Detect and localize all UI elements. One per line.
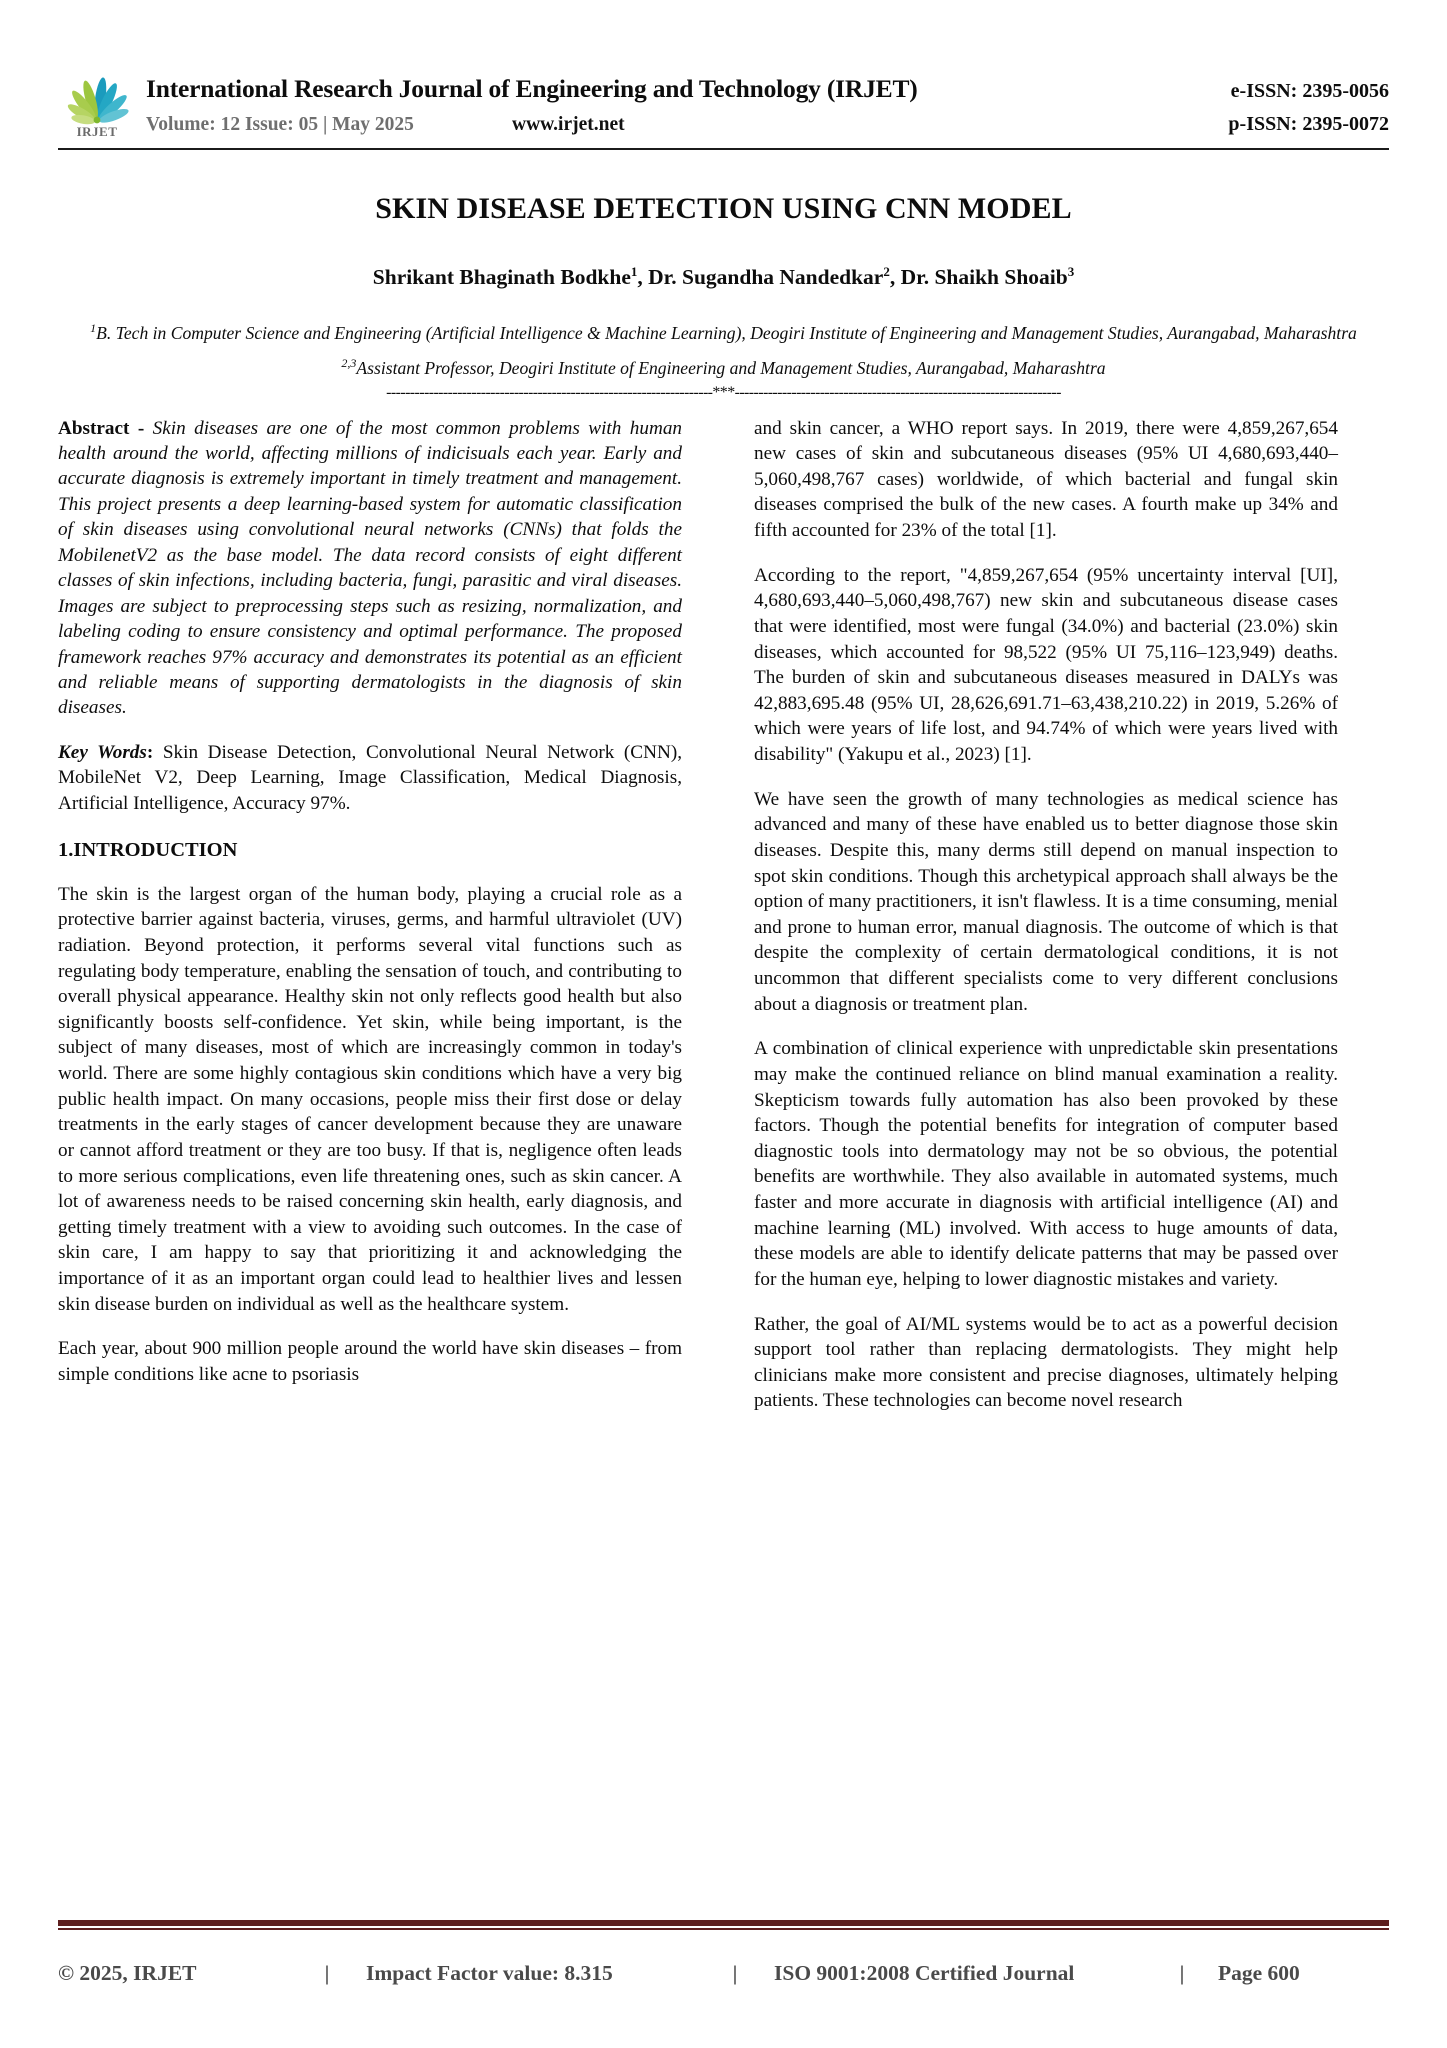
right-paragraph-3: We have seen the growth of many technologies as medical science has advanced and many of these have enabled us to better diagnose those skin diseases. Despite this, many derms still depend on manual inspection to spot skin conditions. Though this archetypical approach shall always be the option of many practitioners, it isn't flawless. It is a time consuming, menial and prone to human error, manual diagnosis. The outcome of which is that despite the complexity of certain dermatological conditions, it is not uncommon that different specialists come to very different conclusions about a diagnosis or treatment plan. (754, 788, 1338, 1015)
footer-separator-3: | (1179, 1961, 1185, 1985)
affiliation-2-text: Assistant Professor, Deogiri Institute of Engineering and Management Studies, Aurangabad, Maharashtra (356, 357, 1106, 378)
keywords-text: Skin Disease Detection, Convolutional Neural Network (CNN), MobileNet V2, Deep Learning, Image Classification, Medical Diagnosis, Artificial Intelligence, Accuracy 97%. (58, 741, 683, 815)
right-column (698, 416, 1338, 1921)
footer-rule-thin (58, 1928, 1389, 1930)
keywords-colon: : (146, 741, 163, 763)
author-list (58, 264, 1389, 290)
introduction-heading: 1.INTRODUCTION (58, 838, 238, 861)
footer-separator-1: | (324, 1961, 330, 1985)
affiliation-2 (58, 355, 1389, 381)
affiliation-1 (58, 320, 1389, 346)
intro-paragraph-1: The skin is the largest organ of the human body, playing a crucial role as a protective barrier against bacteria, viruses, germs, and harmful ultraviolet (UV) radiation. Beyond protection, it performs several vital functions such as regulating body temperature, enabling the sensation of touch, and contributing to overall physical appearance. Healthy skin not only reflects good health but also significantly boosts self-confidence. Yet skin, while being important, is the subject of many diseases, most of which are increasingly common in today's world. There are some highly contagious skin conditions which have a very big public health impact. On many occasions, people miss their first dose or delay treatments in the early stages of cancer development because they are unaware or cannot afford treatment or they are too busy. If that is, negligence often leads to more serious complications, even life threatening ones, such as skin cancer. A lot of awareness needs to be raised concerning skin health, early diagnosis, and getting timely treatment with a view to avoiding such outcomes. In the case of skin care, I am happy to say that prioritizing it and acknowledging the importance of it as an important organ could lead to healthier lives and lessen skin disease burden on individual as well as the healthcare system. (58, 883, 682, 1315)
page-footer (58, 1961, 1389, 1986)
author-2-sup: 2 (883, 264, 890, 279)
footer-impact-factor: Impact Factor value: 8.315 (366, 1961, 613, 1985)
abstract-label: Abstract (58, 417, 130, 439)
author-3: , Dr. Shaikh Shoaib (889, 265, 1068, 290)
keywords-paragraph (58, 740, 682, 817)
journal-title: International Research Journal of Engineering and Technology (IRJET) (146, 74, 918, 103)
author-1: Shrikant Bhaginath Bodkhe (372, 265, 631, 290)
author-2: , Dr. Sugandha Nandedkar (637, 265, 884, 290)
section-divider: ---------------------------------------------------------------------***--------------------------------------------------------------------- (386, 384, 1061, 401)
right-paragraph-1: and skin cancer, a WHO report says. In 2019, there were 4,859,267,654 new cases of skin and subcutaneous diseases (95% UI 4,680,693,440–5,060,498,767 cases) worldwide, of which bacterial and fungal skin diseases comprised the bulk of the new cases. A fourth make up 34% and fifth accounted for 23% of the total [1]. (754, 417, 1338, 542)
p-issn: p-ISSN: 2395-0072 (1228, 113, 1389, 135)
author-3-sup: 3 (1067, 264, 1075, 279)
volume-issue: Volume: 12 Issue: 05 | May 2025 (146, 114, 414, 135)
irjet-logo (58, 60, 136, 140)
footer-page-number: Page 600 (1218, 1961, 1300, 1985)
affiliation-2-sup: 2,3 (341, 355, 357, 370)
journal-website[interactable]: www.irjet.net (512, 114, 625, 135)
footer-divider (58, 1920, 1389, 1930)
footer-copyright: © 2025, IRJET (58, 1961, 197, 1985)
logo-wordmark: IRJET (76, 124, 118, 139)
paper-title: SKIN DISEASE DETECTION USING CNN MODEL (375, 192, 1072, 225)
e-issn: e-ISSN: 2395-0056 (1230, 80, 1389, 102)
author-1-sup: 1 (630, 264, 638, 279)
abstract-paragraph (58, 416, 682, 721)
affiliation-1-text: B. Tech in Computer Science and Engineering (Artificial Intelligence & Machine Learning), Deogiri Institute of Engineering and Management Studies, Aurangabad, Maharashtra (96, 323, 1357, 344)
affiliation-1-sup: 1 (90, 321, 97, 336)
keywords-label: Key Words (58, 741, 147, 763)
footer-separator-2: | (732, 1961, 738, 1985)
footer-iso-certification: ISO 9001:2008 Certified Journal (774, 1961, 1075, 1985)
intro-paragraph-2: Each year, about 900 million people around the world have skin diseases – from simple conditions like acne to psoriasis (58, 1338, 682, 1385)
two-column-body (58, 416, 1389, 1921)
masthead-text (136, 60, 1389, 136)
left-column (58, 416, 698, 1921)
right-paragraph-2: According to the report, "4,859,267,654 (95% uncertainty interval [UI], 4,680,693,440–5,060,498,767) new skin and subcutaneous disease cases that were identified, most were fungal (34.0%) and bacterial (23.0%) skin diseases, which accounted for 98,522 (95% UI 75,116–123,949) deaths. The burden of skin and subcutaneous diseases measured in DALYs was 42,883,695.48 (95% UI, 28,626,691.71–63,438,210.22) in 2019, 5.26% of which were years of life lost, and 94.74% of which were years lived with disability" (Yakupu et al., 2023) [1]. (754, 564, 1338, 766)
abstract-text: Skin diseases are one of the most common problems with human health around the world, affecting millions of indicisuals each year. Early and accurate diagnosis is extremely important in timely treatment and management. This project presents a deep learning-based system for automatic classification of skin diseases using convolutional neural networks (CNNs) that folds the MobilenetV2 as the base model. The data record consists of eight different classes of skin infections, including bacteria, fungi, parasitic and viral diseases. Images are subject to preprocessing steps such as resizing, normalization, and labeling coding to ensure consistency and optimal performance. The proposed framework reaches 97% accuracy and demonstrates its potential as an efficient and reliable means of supporting dermatologists in the diagnosis of skin diseases. (58, 417, 683, 719)
right-paragraph-4: A combination of clinical experience with unpredictable skin presentations may make the continued reliance on blind manual examination a reality. Skepticism towards fully automation has also been provoked by these factors. Though the potential benefits for integration of computer based diagnostic tools into dermatology may not be so obvious, the potential benefits are worthwhile. They also available in automated systems, much faster and more accurate in diagnosis with artificial intelligence (AI) and machine learning (ML) involved. With access to huge amounts of data, these models are able to identify delicate patterns that may be passed over for the human eye, helping to lower diagnostic mistakes and variety. (754, 1038, 1338, 1290)
leaf-fan-icon (61, 70, 133, 128)
footer-rule-thick (58, 1920, 1389, 1926)
abstract-dash: - (129, 417, 153, 439)
right-paragraph-5: Rather, the goal of AI/ML systems would be to act as a powerful decision support tool rather than replacing dermatologists. They might help clinicians make more consistent and precise diagnoses, ultimately helping patients. These technologies can become novel research (754, 1313, 1338, 1412)
journal-masthead (58, 60, 1389, 150)
